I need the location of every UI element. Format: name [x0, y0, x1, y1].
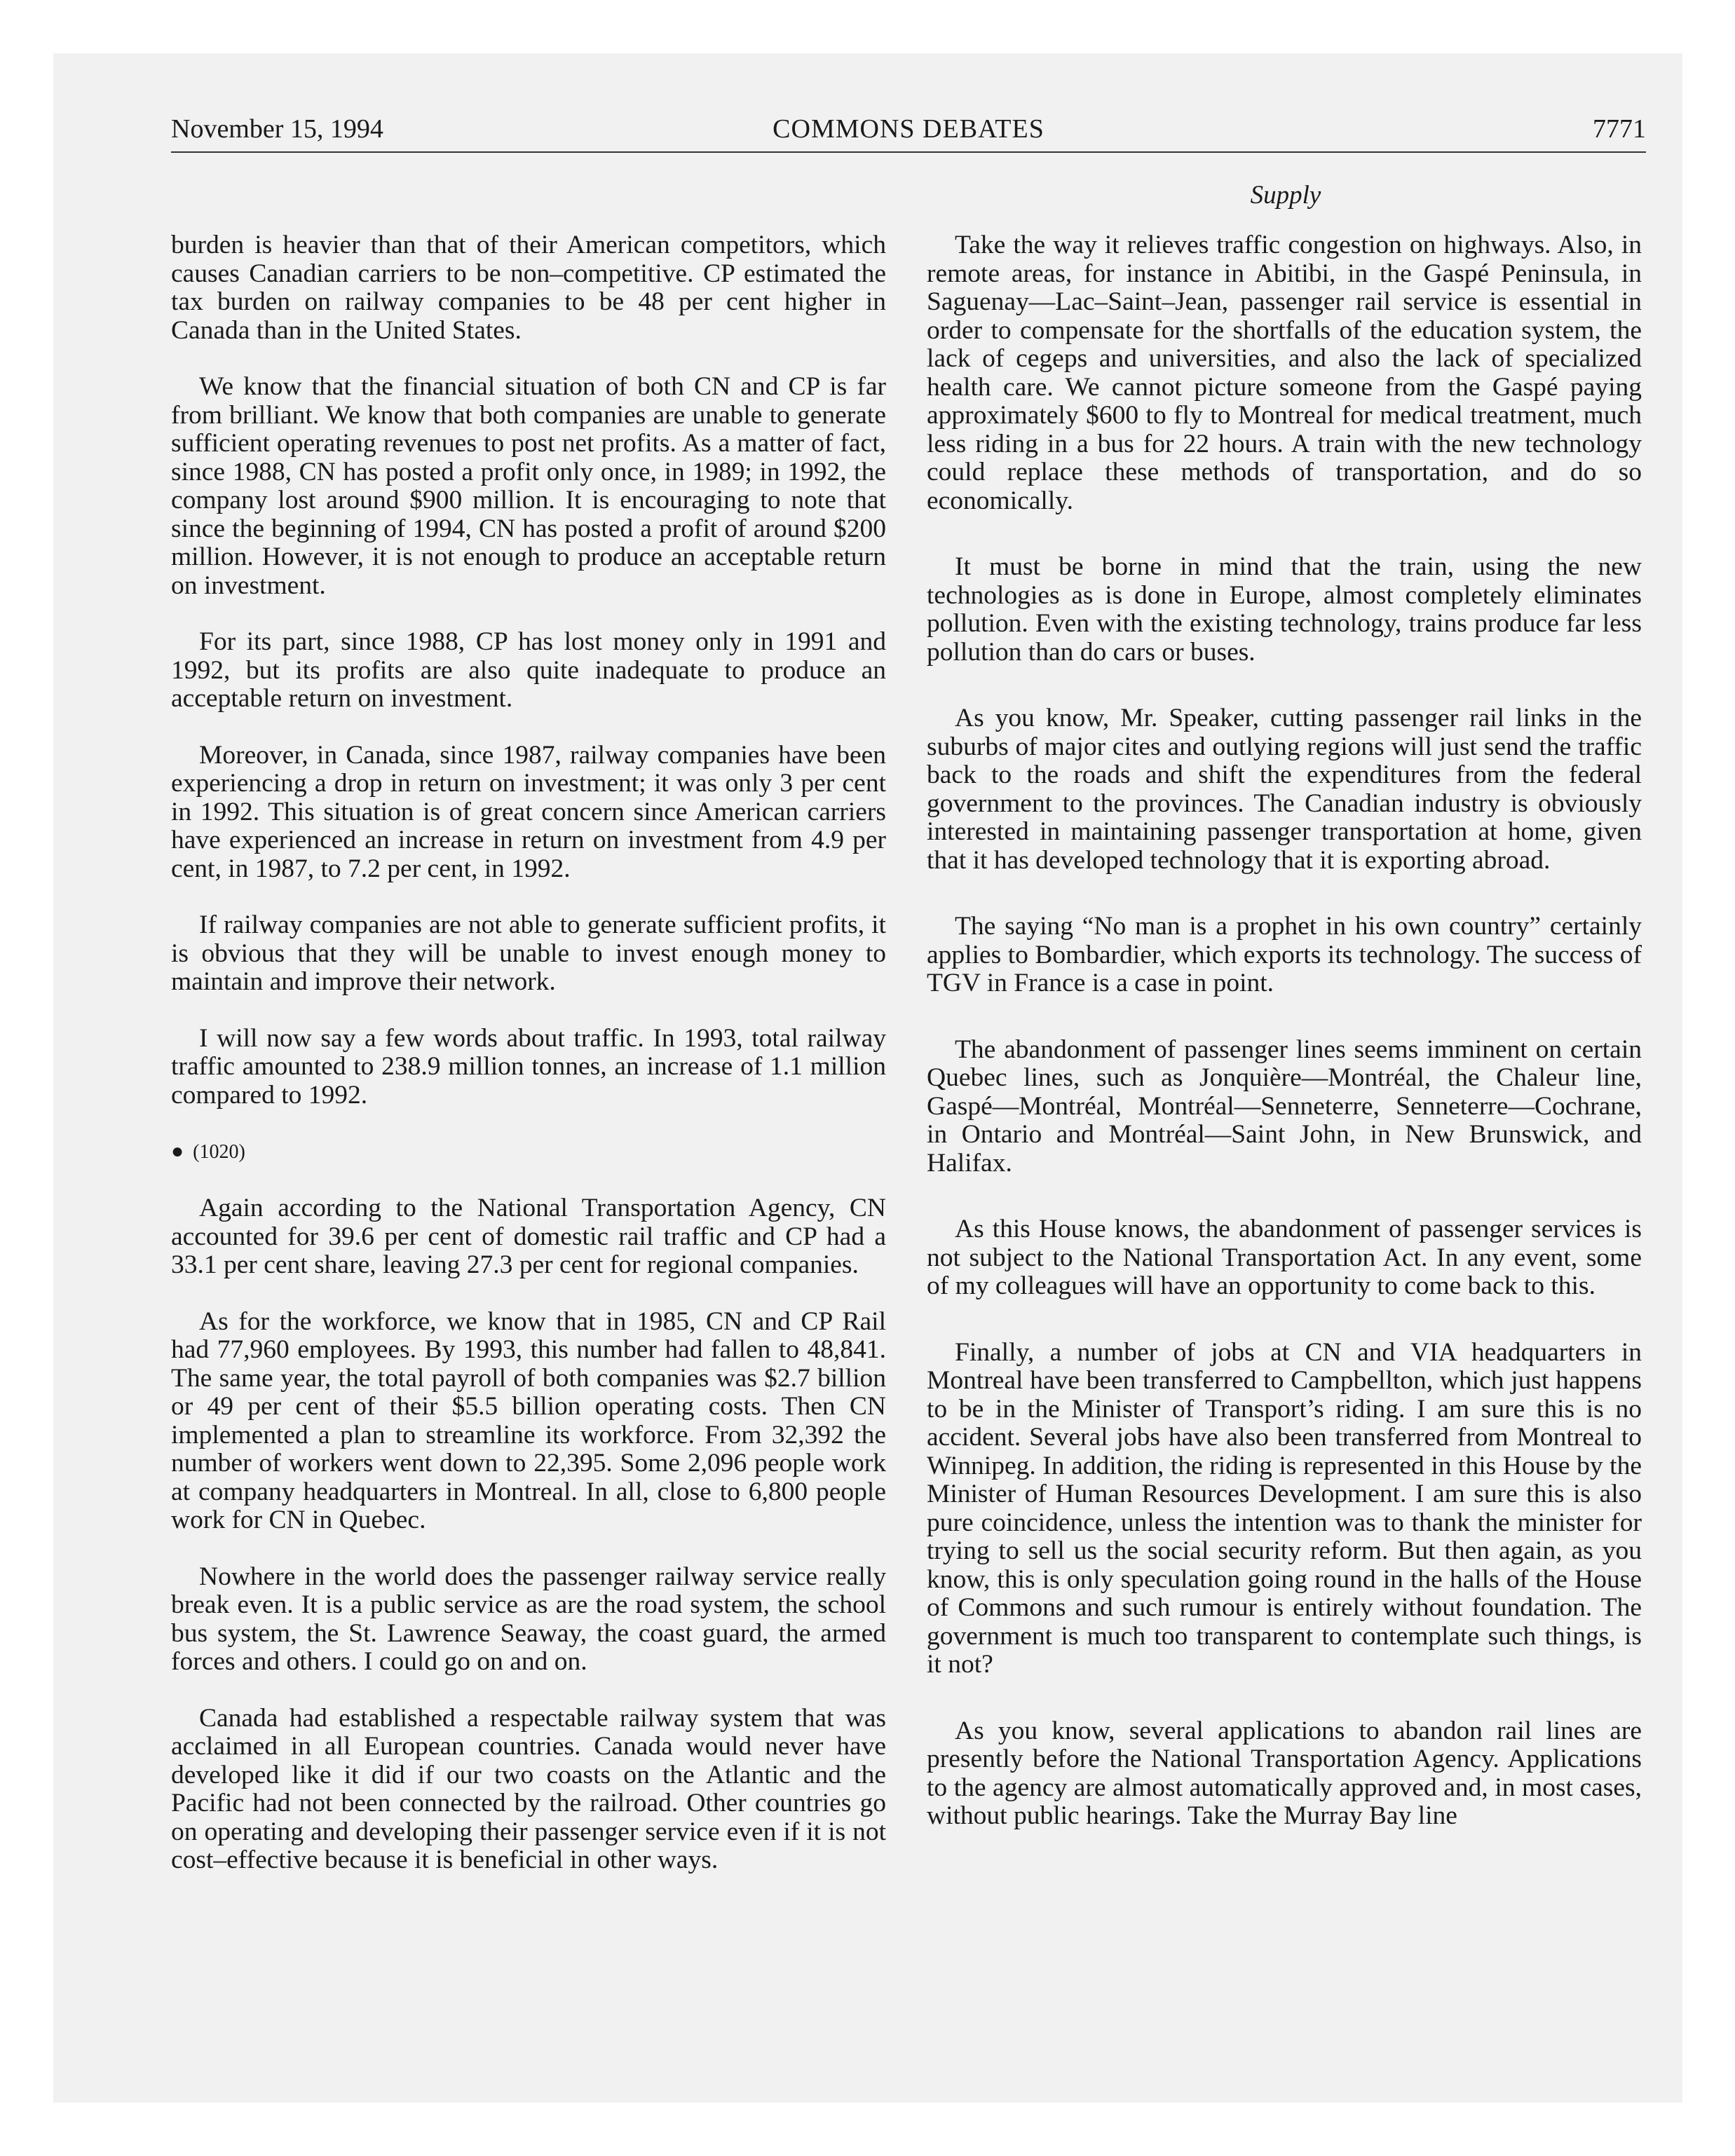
section-label: Supply — [1250, 181, 1321, 210]
paragraph: We know that the financial situation of both CN and CP is far from brilliant. We know that both companies are unable to generate sufficient operating revenues to post net profits. As a matter of fact, since 1988, CN has posted a profit only once, in 1989; in 1992, the company lost around $900 million. It is encouraging to note that since the beginning of 1994, CN has posted a profit of around $200 million. However, it is not enough to produce an acceptable return on investment. — [171, 372, 886, 600]
paragraph: As you know, Mr. Speaker, cutting passenger rail links in the suburbs of major cites and outlying regions will just send the traffic back to the roads and shift the expenditures from the federal government to the provinces. The Canadian industry is obviously interested in maintaining passenger transportation at home, given that it has developed technology that it is exporting abroad. — [927, 704, 1642, 875]
paragraph: If railway companies are not able to generate sufficient profits, it is obvious that they will be unable to invest enough money to maintain and improve their network. — [171, 910, 886, 996]
bullet-icon: ● — [171, 1140, 184, 1163]
paragraph: The saying “No man is a prophet in his own country” certainly applies to Bombardier, which exports its technology. The success of TGV in France is a case in point. — [927, 912, 1642, 997]
paragraph: As for the workforce, we know that in 1985, CN and CP Rail had 77,960 employees. By 1993, this number had fallen to 48,841. The same year, the total payroll of both companies was $2.7 billion or 49 per cent of their $5.5 billion operating costs. Then CN implemented a plan to streamline its workforce. From 32,392 the number of workers went down to 22,395. Some 2,096 people work at company headquarters in Montreal. In all, close to 6,800 people work for CN in Quebec. — [171, 1306, 886, 1534]
header-date: November 15, 1994 — [171, 114, 383, 144]
page-header — [171, 107, 1646, 151]
timestamp-label: (1020) — [193, 1141, 245, 1163]
left-column — [171, 231, 886, 1903]
header-title: COMMONS DEBATES — [773, 114, 1045, 144]
paragraph: As you know, several applications to abandon rail lines are presently before the National Transportation Agency. Applications to the agency are almost automatically approved and, in most cases, without public hearings. Take the Murray Bay line — [927, 1716, 1642, 1830]
right-column — [927, 231, 1642, 1869]
paragraph: Nowhere in the world does the passenger railway service really break even. It is a public service as are the road system, the school bus system, the St. Lawrence Seaway, the coast guard, the armed forces and others. I could go on and on. — [171, 1562, 886, 1676]
paragraph: Again according to the National Transportation Agency, CN accounted for 39.6 per cent of domestic rail traffic and CP had a 33.1 per cent share, leaving 27.3 per cent for regional companies. — [171, 1194, 886, 1279]
paragraph: As this House knows, the abandonment of passenger services is not subject to the National Transportation Act. In any event, some of my colleagues will have an opportunity to come back to this. — [927, 1215, 1642, 1300]
header-page-number: 7771 — [1593, 114, 1646, 144]
paragraph: The abandonment of passenger lines seems imminent on certain Quebec lines, such as Jonquière—Montréal, the Chaleur line, Gaspé—Montréal, Montréal—Senneterre, Senneterre—Cochrane, in Ontario and Montréal—Saint John, in New Brunswick, and Halifax. — [927, 1035, 1642, 1178]
paragraph: For its part, since 1988, CP has lost money only in 1991 and 1992, but its profits are also quite inadequate to produce an acceptable return on investment. — [171, 627, 886, 713]
paragraph: Take the way it relieves traffic congestion on highways. Also, in remote areas, for instance in Abitibi, in the Gaspé Peninsula, in Saguenay—Lac–Saint–Jean, passenger rail service is essential in order to compensate for the shortfalls of the education system, the lack of cegeps and universities, and also the lack of specialized health care. We cannot picture someone from the Gaspé paying approximately $600 to fly to Montreal for medical treatment, much less riding in a bus for 22 hours. A train with the new technology could replace these methods of transportation, and do so economically. — [927, 231, 1642, 515]
paragraph: It must be borne in mind that the train, using the new technologies as is done in Europe, almost completely eliminates pollution. Even with the existing technology, trains produce far less pollution than do cars or buses. — [927, 552, 1642, 667]
paragraph: I will now say a few words about traffic. In 1993, total railway traffic amounted to 238.9 million tonnes, an increase of 1.1 million compared to 1992. — [171, 1023, 886, 1110]
paragraph: Finally, a number of jobs at CN and VIA headquarters in Montreal have been transferred to Campbellton, which just happens to be in the Minister of Transport’s riding. I am sure this is no accident. Several jobs have also been transferred from Montreal to Winnipeg. In addition, the riding is represented in this House by the Minister of Human Resources Development. I am sure this is also pure coincidence, unless the intention was to thank the minister for trying to sell us the social security reform. But then again, as you know, this is only speculation going round in the halls of the House of Commons and such rumour is entirely without foundation. The government is much too transparent to contemplate such things, is it not? — [927, 1337, 1642, 1679]
paragraph: burden is heavier than that of their American competitors, which causes Canadian carriers to be non–competitive. CP estimated the tax burden on railway companies to be 48 per cent higher in Canada than in the United States. — [171, 231, 886, 345]
paragraph: Canada had established a respectable railway system that was acclaimed in all European countries. Canada would never have developed like it did if our two coasts on the Atlantic and the Pacific had not been connected by the railroad. Other countries go on operating and developing their passenger service even if it is not cost–effective because it is beneficial in other ways. — [171, 1703, 886, 1874]
paragraph: Moreover, in Canada, since 1987, railway companies have been experiencing a drop in return on investment; it was only 3 per cent in 1992. This situation is of great concern since American carriers have experienced an increase in return on investment from 4.9 per cent, in 1987, to 7.2 per cent, in 1992. — [171, 740, 886, 883]
timestamp-marker — [171, 1138, 886, 1166]
header-rule — [171, 151, 1646, 153]
